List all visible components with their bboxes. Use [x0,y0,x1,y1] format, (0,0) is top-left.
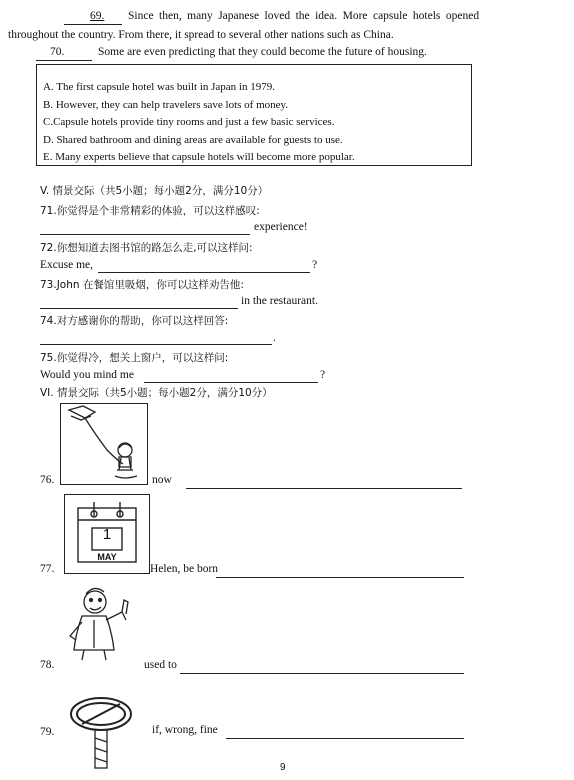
section-5-heading: V. 情景交际（共5小题；每小题2分，满分10分） [40,185,269,197]
q75-lead: Would you mind me [40,369,134,381]
q77-cue: Helen, be born [150,563,219,575]
q77-blank[interactable] [216,577,464,578]
q79-blank[interactable] [226,738,464,739]
q74-blank[interactable] [40,344,272,345]
boy-flying-kite-icon [61,404,147,484]
q73-prompt: 73.John 在餐馆里吸烟，你可以这样劝告他: [40,279,244,291]
q75-prompt: 75.你觉得冷，想关上窗户，可以这样问: [40,352,229,364]
page-number: 9 [280,762,286,773]
q71-blank[interactable] [40,234,250,235]
q71-prompt: 71.你觉得是个非常精彩的体验，可以这样感叹: [40,205,260,217]
q70-blank[interactable] [36,60,92,61]
q73-tail: in the restaurant. [241,295,318,307]
q69-blank[interactable] [64,24,122,25]
q79-cue: if, wrong, fine [152,724,218,736]
calendar-icon [72,498,142,568]
options-box [36,64,472,166]
q72-tail: ? [312,259,318,271]
calendar-day: 1 [102,526,112,543]
q75-blank[interactable] [144,382,318,383]
q69-text: Since then, many Japanese loved the idea. More capsule hotels opened [128,10,480,22]
no-entry-sign-icon [66,692,136,770]
q74-prompt: 74.对方感谢你的帮助，你可以这样回答: [40,315,229,327]
option-c: C.Capsule hotels provide tiny rooms and just a few basic services. [43,116,335,128]
q69-number: 69. [90,10,105,22]
q77-number: 77. [40,563,55,575]
q70-number: 70. [50,46,65,58]
q78-cue: used to [144,659,177,671]
q70-text: Some are even predicting that they could become the future of housing. [98,46,427,58]
doctor-icon [60,580,140,664]
calendar-month: MAY [97,552,117,562]
option-d: D. Shared bathroom and dining areas are available for guests to use. [43,134,343,146]
option-b: B. However, they can help travelers save lots of money. [43,99,289,111]
option-a: A. The first capsule hotel was built in Japan in 1979. [43,81,275,93]
option-e: E. Many experts believe that capsule hotels will become more popular. [43,151,355,163]
section-6-heading: VI. 情景交际（共5小题；每小题2分，满分10分） [40,387,273,399]
q72-lead: Excuse me, [40,259,94,271]
q75-tail: ? [320,369,326,381]
q73-blank[interactable] [40,308,238,309]
q72-prompt: 72.你想知道去图书馆的路怎么走,可以这样问: [40,242,253,254]
kite-picture-frame [60,403,148,485]
q72-blank[interactable] [98,272,310,273]
q69-text-continued: throughout the country. From there, it spread to several other nations such as China. [8,29,394,41]
q74-tail: . [273,332,276,344]
q79-number: 79. [40,726,55,738]
q76-blank[interactable] [186,488,462,489]
q76-number: 76. [40,474,55,486]
q71-tail: experience! [254,221,308,233]
q78-blank[interactable] [180,673,464,674]
q78-number: 78. [40,659,55,671]
q76-cue: now [152,474,172,486]
